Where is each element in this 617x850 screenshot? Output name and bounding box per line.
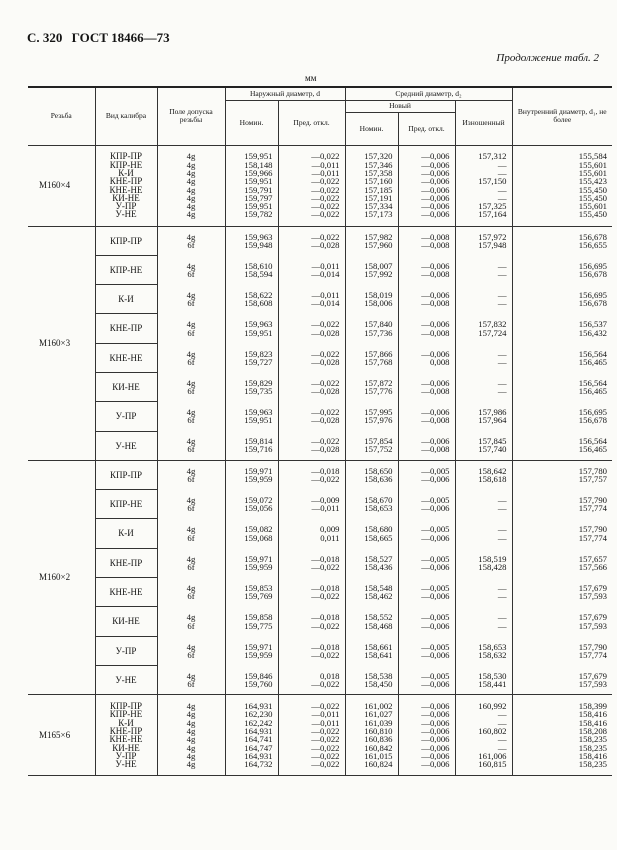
outer-deviation-cell: —0,022 —0,028 [278, 226, 345, 255]
inner-diameter-cell: 157,679 157,593 [512, 578, 612, 607]
worn-cell: 158,530 158,441 [455, 665, 512, 694]
outer-nominal-cell: 159,963 159,948 [225, 226, 278, 255]
inner-diameter-cell: 158,399 158,416 158,416 158,208 158,235 158,235 158,416 158,235 [512, 695, 612, 776]
col-worn: Изношенный [455, 100, 512, 145]
worn-cell: 157,312 — — 157,150 — — 157,325 157,164 [455, 145, 512, 226]
inner-diameter-cell: 156,678 156,655 [512, 226, 612, 255]
col-pitch-diameter: Средний диаметр, d₂ [345, 87, 512, 100]
gauge-type-cell: К-И [95, 285, 157, 314]
pitch-deviation-cell: —0,006 —0,008 [398, 372, 455, 401]
outer-nominal-cell: 158,610 158,594 [225, 255, 278, 284]
table-row [28, 343, 612, 372]
worn-cell: — — [455, 255, 512, 284]
table-row [28, 665, 612, 694]
inner-diameter-cell: 156,564 156,465 [512, 431, 612, 460]
worn-cell: 157,845 157,740 [455, 431, 512, 460]
worn-cell: — — [455, 578, 512, 607]
inner-diameter-cell: 157,657 157,566 [512, 548, 612, 577]
outer-nominal-cell: 159,072 159,056 [225, 490, 278, 519]
pitch-nominal-cell: 158,007 157,992 [345, 255, 398, 284]
outer-nominal-cell: 159,814 159,716 [225, 431, 278, 460]
gauge-type-cell: К-И [95, 519, 157, 548]
table-row [28, 636, 612, 665]
tolerance-cell: 4g 6f [157, 548, 225, 577]
col-pitch-deviation: Пред. откл. [398, 112, 455, 145]
table-row [28, 460, 612, 489]
pitch-nominal-cell: 161,002 161,027 161,039 160,810 160,836 160,842 161,015 160,824 [345, 695, 398, 776]
outer-nominal-cell: 159,971 159,959 [225, 636, 278, 665]
table-row [28, 578, 612, 607]
pitch-deviation-cell: —0,006 —0,008 [398, 402, 455, 431]
outer-deviation-cell: —0,018 —0,022 [278, 636, 345, 665]
gauge-type-cell: КПР-НЕ [95, 255, 157, 284]
gauge-type-cell: КИ-НЕ [95, 372, 157, 401]
pitch-deviation-cell: —0,005 —0,006 [398, 548, 455, 577]
gauge-type-cell: У-ПР [95, 402, 157, 431]
gauge-type-cell: КНЕ-ПР [95, 314, 157, 343]
gauge-type-cell: У-НЕ [95, 431, 157, 460]
tolerance-cell: 4g 6f [157, 431, 225, 460]
tolerance-cell: 4g 6f [157, 636, 225, 665]
outer-deviation-cell: —0,022 —0,028 [278, 314, 345, 343]
inner-diameter-cell: 156,695 156,678 [512, 255, 612, 284]
pitch-nominal-cell: 157,840 157,736 [345, 314, 398, 343]
outer-nominal-cell: 159,082 159,068 [225, 519, 278, 548]
outer-nominal-cell: 159,829 159,735 [225, 372, 278, 401]
outer-deviation-cell: —0,022 —0,028 [278, 343, 345, 372]
outer-deviation-cell: —0,022 —0,011 —0,011 —0,022 —0,022 —0,022 —0,022 —0,022 [278, 145, 345, 226]
gauge-type-cell: КПР-ПР [95, 460, 157, 489]
outer-nominal-cell: 159,853 159,769 [225, 578, 278, 607]
pitch-nominal-cell: 157,982 157,960 [345, 226, 398, 255]
outer-nominal-cell: 159,951 158,148 159,966 159,951 159,791 159,797 159,951 159,782 [225, 145, 278, 226]
inner-diameter-cell: 156,695 156,678 [512, 285, 612, 314]
gauge-type-cell: КНЕ-НЕ [95, 343, 157, 372]
pitch-nominal-cell: 157,872 157,776 [345, 372, 398, 401]
col-outer-nominal: Номин. [225, 100, 278, 145]
pitch-deviation-cell: —0,005 —0,006 [398, 460, 455, 489]
pitch-nominal-cell: 157,995 157,976 [345, 402, 398, 431]
table-continuation-note: Продолжение табл. 2 [496, 52, 599, 64]
worn-cell: 160,992 — — 160,802 — — 161,006 160,815 [455, 695, 512, 776]
outer-nominal-cell: 159,971 159,959 [225, 460, 278, 489]
outer-deviation-cell: 0,009 0,011 [278, 519, 345, 548]
table-row [28, 695, 612, 776]
outer-nominal-cell: 159,846 159,760 [225, 665, 278, 694]
tolerance-cell: 4g 6f [157, 343, 225, 372]
standard-code: ГОСТ 18466—73 [71, 30, 170, 45]
col-inner-diameter: Внутренний диаметр, d₁, не более [512, 87, 612, 145]
gauge-dimensions-table [28, 86, 612, 776]
table-row [28, 431, 612, 460]
worn-cell: — — [455, 285, 512, 314]
table-row [28, 402, 612, 431]
pitch-deviation-cell: —0,005 —0,006 [398, 578, 455, 607]
tolerance-cell: 4g 6f [157, 460, 225, 489]
worn-cell: 158,642 158,618 [455, 460, 512, 489]
pitch-deviation-cell: —0,008 —0,008 [398, 226, 455, 255]
thread-designation: М160×3 [28, 226, 95, 460]
tolerance-cell: 4g 6f [157, 314, 225, 343]
outer-deviation-cell: —0,022 —0,011 —0,011 —0,022 —0,022 —0,022 —0,022 —0,022 [278, 695, 345, 776]
table-row [28, 285, 612, 314]
gauge-type-cell: У-ПР [95, 636, 157, 665]
outer-deviation-cell: —0,022 —0,028 [278, 372, 345, 401]
inner-diameter-cell: 157,790 157,774 [512, 490, 612, 519]
table-row [28, 372, 612, 401]
inner-diameter-cell: 157,679 157,593 [512, 607, 612, 636]
outer-deviation-cell: 0,018 —0,022 [278, 665, 345, 694]
pitch-nominal-cell: 158,552 158,468 [345, 607, 398, 636]
outer-deviation-cell: —0,009 —0,011 [278, 490, 345, 519]
pitch-deviation-cell: —0,005 —0,006 [398, 490, 455, 519]
unit-label: мм [305, 73, 317, 83]
pitch-deviation-cell: —0,006 —0,008 [398, 285, 455, 314]
inner-diameter-cell: 156,564 156,465 [512, 372, 612, 401]
inner-diameter-cell: 156,564 156,465 [512, 343, 612, 372]
thread-group [28, 145, 612, 226]
outer-deviation-cell: —0,018 —0,022 [278, 548, 345, 577]
pitch-deviation-cell: —0,006 0,008 [398, 343, 455, 372]
outer-deviation-cell: —0,022 —0,028 [278, 402, 345, 431]
tolerance-cell: 4g 6f [157, 285, 225, 314]
table-row [28, 548, 612, 577]
table-row [28, 145, 612, 226]
pitch-nominal-cell: 158,661 158,641 [345, 636, 398, 665]
gauge-type-cell: У-НЕ [95, 665, 157, 694]
worn-cell: 157,972 157,948 [455, 226, 512, 255]
pitch-deviation-cell: —0,005 —0,006 [398, 607, 455, 636]
gauge-type-cell: КНЕ-ПР [95, 548, 157, 577]
gauge-type-cell: КИ-НЕ [95, 607, 157, 636]
pitch-nominal-cell: 158,527 158,436 [345, 548, 398, 577]
tolerance-cell: 4g 4g 4g 4g 4g 4g 4g 4g [157, 145, 225, 226]
pitch-nominal-cell: 158,538 158,450 [345, 665, 398, 694]
pitch-deviation-cell: —0,005 —0,006 [398, 665, 455, 694]
outer-deviation-cell: —0,011 —0,014 [278, 285, 345, 314]
outer-nominal-cell: 159,823 159,727 [225, 343, 278, 372]
inner-diameter-cell: 155,584 155,601 155,601 155,423 155,450 155,450 155,601 155,450 [512, 145, 612, 226]
table-row [28, 519, 612, 548]
col-new: Новый [345, 100, 455, 112]
pitch-nominal-cell: 158,650 158,636 [345, 460, 398, 489]
pitch-nominal-cell: 158,680 158,665 [345, 519, 398, 548]
worn-cell: 158,519 158,428 [455, 548, 512, 577]
thread-group [28, 460, 612, 694]
worn-cell: — — [455, 607, 512, 636]
thread-designation: М165×6 [28, 695, 95, 776]
worn-cell: — — [455, 343, 512, 372]
pitch-deviation-cell: —0,006 —0,008 [398, 431, 455, 460]
table-row [28, 255, 612, 284]
inner-diameter-cell: 156,695 156,678 [512, 402, 612, 431]
inner-diameter-cell: 157,679 157,593 [512, 665, 612, 694]
col-thread: Резьба [28, 87, 95, 145]
outer-nominal-cell: 164,931 162,230 162,242 164,931 164,741 164,747 164,931 164,732 [225, 695, 278, 776]
page-number: С. 320 [27, 30, 63, 45]
worn-cell: — — [455, 372, 512, 401]
gauge-type-cell: КПР-ПР КПР-НЕ К-И КНЕ-ПР КНЕ-НЕ КИ-НЕ У-ПР У-НЕ [95, 695, 157, 776]
outer-deviation-cell: —0,018 —0,022 [278, 607, 345, 636]
pitch-nominal-cell: 158,548 158,462 [345, 578, 398, 607]
table-row [28, 607, 612, 636]
tolerance-cell: 4g 6f [157, 226, 225, 255]
outer-nominal-cell: 159,963 159,951 [225, 402, 278, 431]
tolerance-cell: 4g 6f [157, 372, 225, 401]
tolerance-cell: 4g 6f [157, 519, 225, 548]
col-outer-diameter: Наружный диаметр, d [225, 87, 345, 100]
inner-diameter-cell: 157,790 157,774 [512, 519, 612, 548]
pitch-deviation-cell: —0,006 —0,006 —0,006 —0,006 —0,006 —0,006 —0,006 —0,006 [398, 695, 455, 776]
outer-deviation-cell: —0,018 —0,022 [278, 578, 345, 607]
pitch-deviation-cell: —0,005 —0,006 [398, 519, 455, 548]
worn-cell: 158,653 158,632 [455, 636, 512, 665]
pitch-nominal-cell: 157,320 157,346 157,358 157,160 157,185 157,191 157,334 157,173 [345, 145, 398, 226]
outer-nominal-cell: 159,858 159,775 [225, 607, 278, 636]
tolerance-cell: 4g 6f [157, 490, 225, 519]
gauge-type-cell: КПР-НЕ [95, 490, 157, 519]
page-header [27, 30, 176, 46]
tolerance-cell: 4g 4g 4g 4g 4g 4g 4g 4g [157, 695, 225, 776]
outer-deviation-cell: —0,022 —0,028 [278, 431, 345, 460]
thread-group [28, 226, 612, 460]
col-pitch-nominal: Номин. [345, 112, 398, 145]
inner-diameter-cell: 156,537 156,432 [512, 314, 612, 343]
tolerance-cell: 4g 6f [157, 665, 225, 694]
tolerance-cell: 4g 6f [157, 607, 225, 636]
outer-nominal-cell: 159,971 159,959 [225, 548, 278, 577]
tolerance-cell: 4g 6f [157, 578, 225, 607]
gauge-type-cell: КПР-ПР КПР-НЕ К-И КНЕ-ПР КНЕ-НЕ КИ-НЕ У-ПР У-НЕ [95, 145, 157, 226]
worn-cell: — — [455, 490, 512, 519]
pitch-deviation-cell: —0,006 —0,008 [398, 255, 455, 284]
thread-group [28, 695, 612, 776]
tolerance-cell: 4g 6f [157, 255, 225, 284]
col-gauge-type: Вид калибра [95, 87, 157, 145]
tolerance-cell: 4g 6f [157, 402, 225, 431]
table-row [28, 490, 612, 519]
outer-deviation-cell: —0,018 —0,022 [278, 460, 345, 489]
pitch-deviation-cell: —0,006 —0,008 [398, 314, 455, 343]
inner-diameter-cell: 157,780 157,757 [512, 460, 612, 489]
col-tolerance: Поле допуска резьбы [157, 87, 225, 145]
worn-cell: 157,832 157,724 [455, 314, 512, 343]
outer-nominal-cell: 158,622 158,608 [225, 285, 278, 314]
thread-designation: М160×4 [28, 145, 95, 226]
outer-nominal-cell: 159,963 159,951 [225, 314, 278, 343]
table-row [28, 314, 612, 343]
worn-cell: — — [455, 519, 512, 548]
pitch-nominal-cell: 157,854 157,752 [345, 431, 398, 460]
inner-diameter-cell: 157,790 157,774 [512, 636, 612, 665]
pitch-deviation-cell: —0,006 —0,006 —0,006 —0,006 —0,006 —0,006 —0,006 —0,006 [398, 145, 455, 226]
table-row [28, 226, 612, 255]
col-outer-deviation: Пред. откл. [278, 100, 345, 145]
pitch-nominal-cell: 158,670 158,653 [345, 490, 398, 519]
pitch-nominal-cell: 157,866 157,768 [345, 343, 398, 372]
worn-cell: 157,986 157,964 [455, 402, 512, 431]
gauge-type-cell: КНЕ-НЕ [95, 578, 157, 607]
gauge-type-cell: КПР-ПР [95, 226, 157, 255]
pitch-deviation-cell: —0,005 —0,006 [398, 636, 455, 665]
outer-deviation-cell: —0,011 —0,014 [278, 255, 345, 284]
pitch-nominal-cell: 158,019 158,006 [345, 285, 398, 314]
thread-designation: М160×2 [28, 460, 95, 694]
